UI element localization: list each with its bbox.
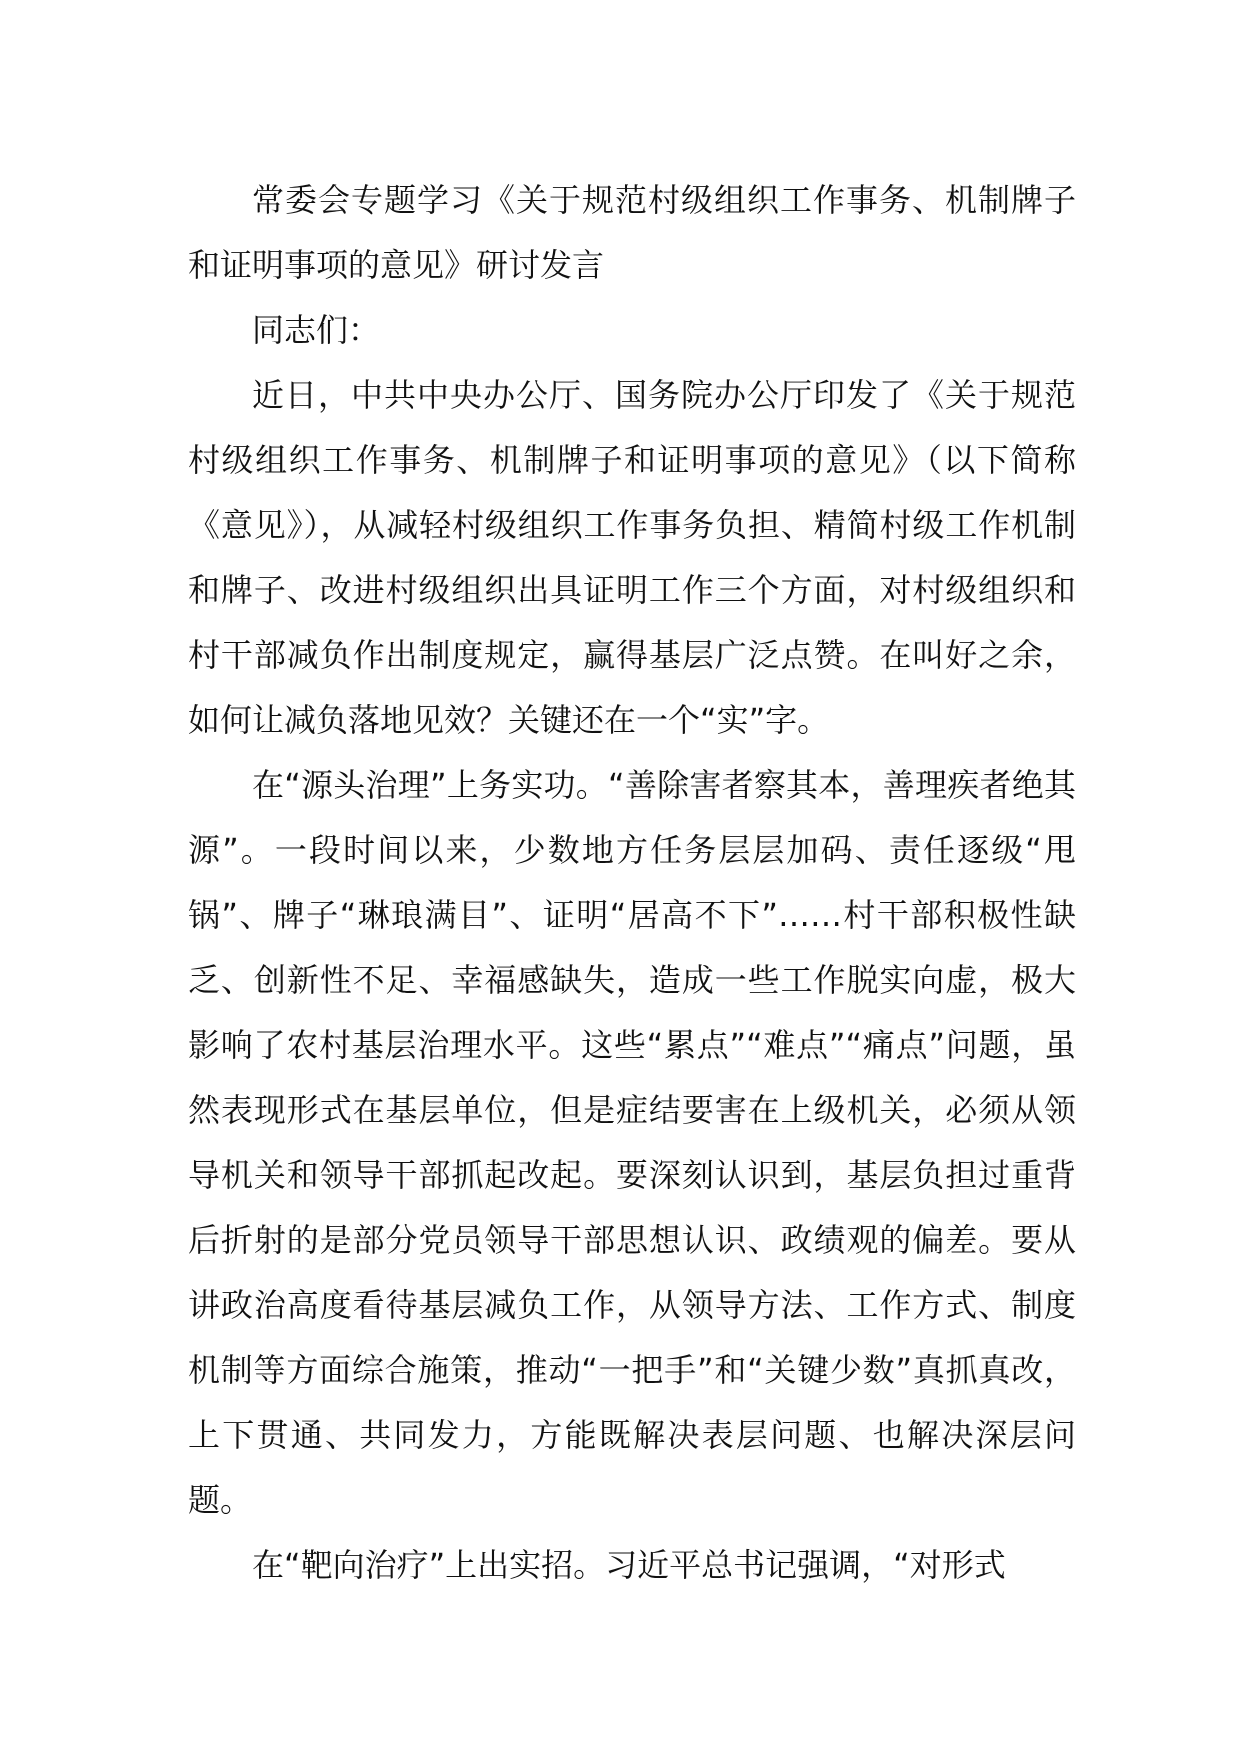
body-paragraph: 近日，中共中央办公厅、国务院办公厅印发了《关于规范村级组织工作事务、机制牌子和证明事项的意见》（以下简称《意见》），从减轻村级组织工作事务负担、精简村级工作机制和牌子、改进村级组织出具证明工作三个方面，对村级组织和村干部减负作出制度规定，赢得基层广泛点赞。在叫好之余，如何让减负落地见效？关键还在一个“实”字。 [188, 376, 1076, 739]
salutation: 同志们： [252, 311, 381, 349]
document-page [188, 168, 1076, 1598]
document-title: 常委会专题学习《关于规范村级组织工作事务、机制牌子和证明事项的意见》研讨发言 [188, 181, 1076, 284]
body-paragraph: 在“源头治理”上务实功。“善除害者察其本，善理疾者绝其源”。一段时间以来，少数地方任务层层加码、责任逐级“甩锅”、牌子“琳琅满目”、证明“居高不下”……村干部积极性缺乏、创新性不足、幸福感缺失，造成一些工作脱实向虚，极大影响了农村基层治理水平。这些“累点”“难点”“痛点”问题，虽然表现形式在基层单位，但是症结要害在上级机关，必须从领导机关和领导干部抓起改起。要深刻认识到，基层负担过重背后折射的是部分党员领导干部思想认识、政绩观的偏差。要从讲政治高度看待基层减负工作，从领导方法、工作方式、制度机制等方面综合施策，推动“一把手”和“关键少数”真抓真改，上下贯通、共同发力，方能既解决表层问题、也解决深层问题。 [188, 766, 1076, 1519]
body-paragraph: 在“靶向治疗”上出实招。习近平总书记强调，“对形式 [252, 1546, 1006, 1584]
